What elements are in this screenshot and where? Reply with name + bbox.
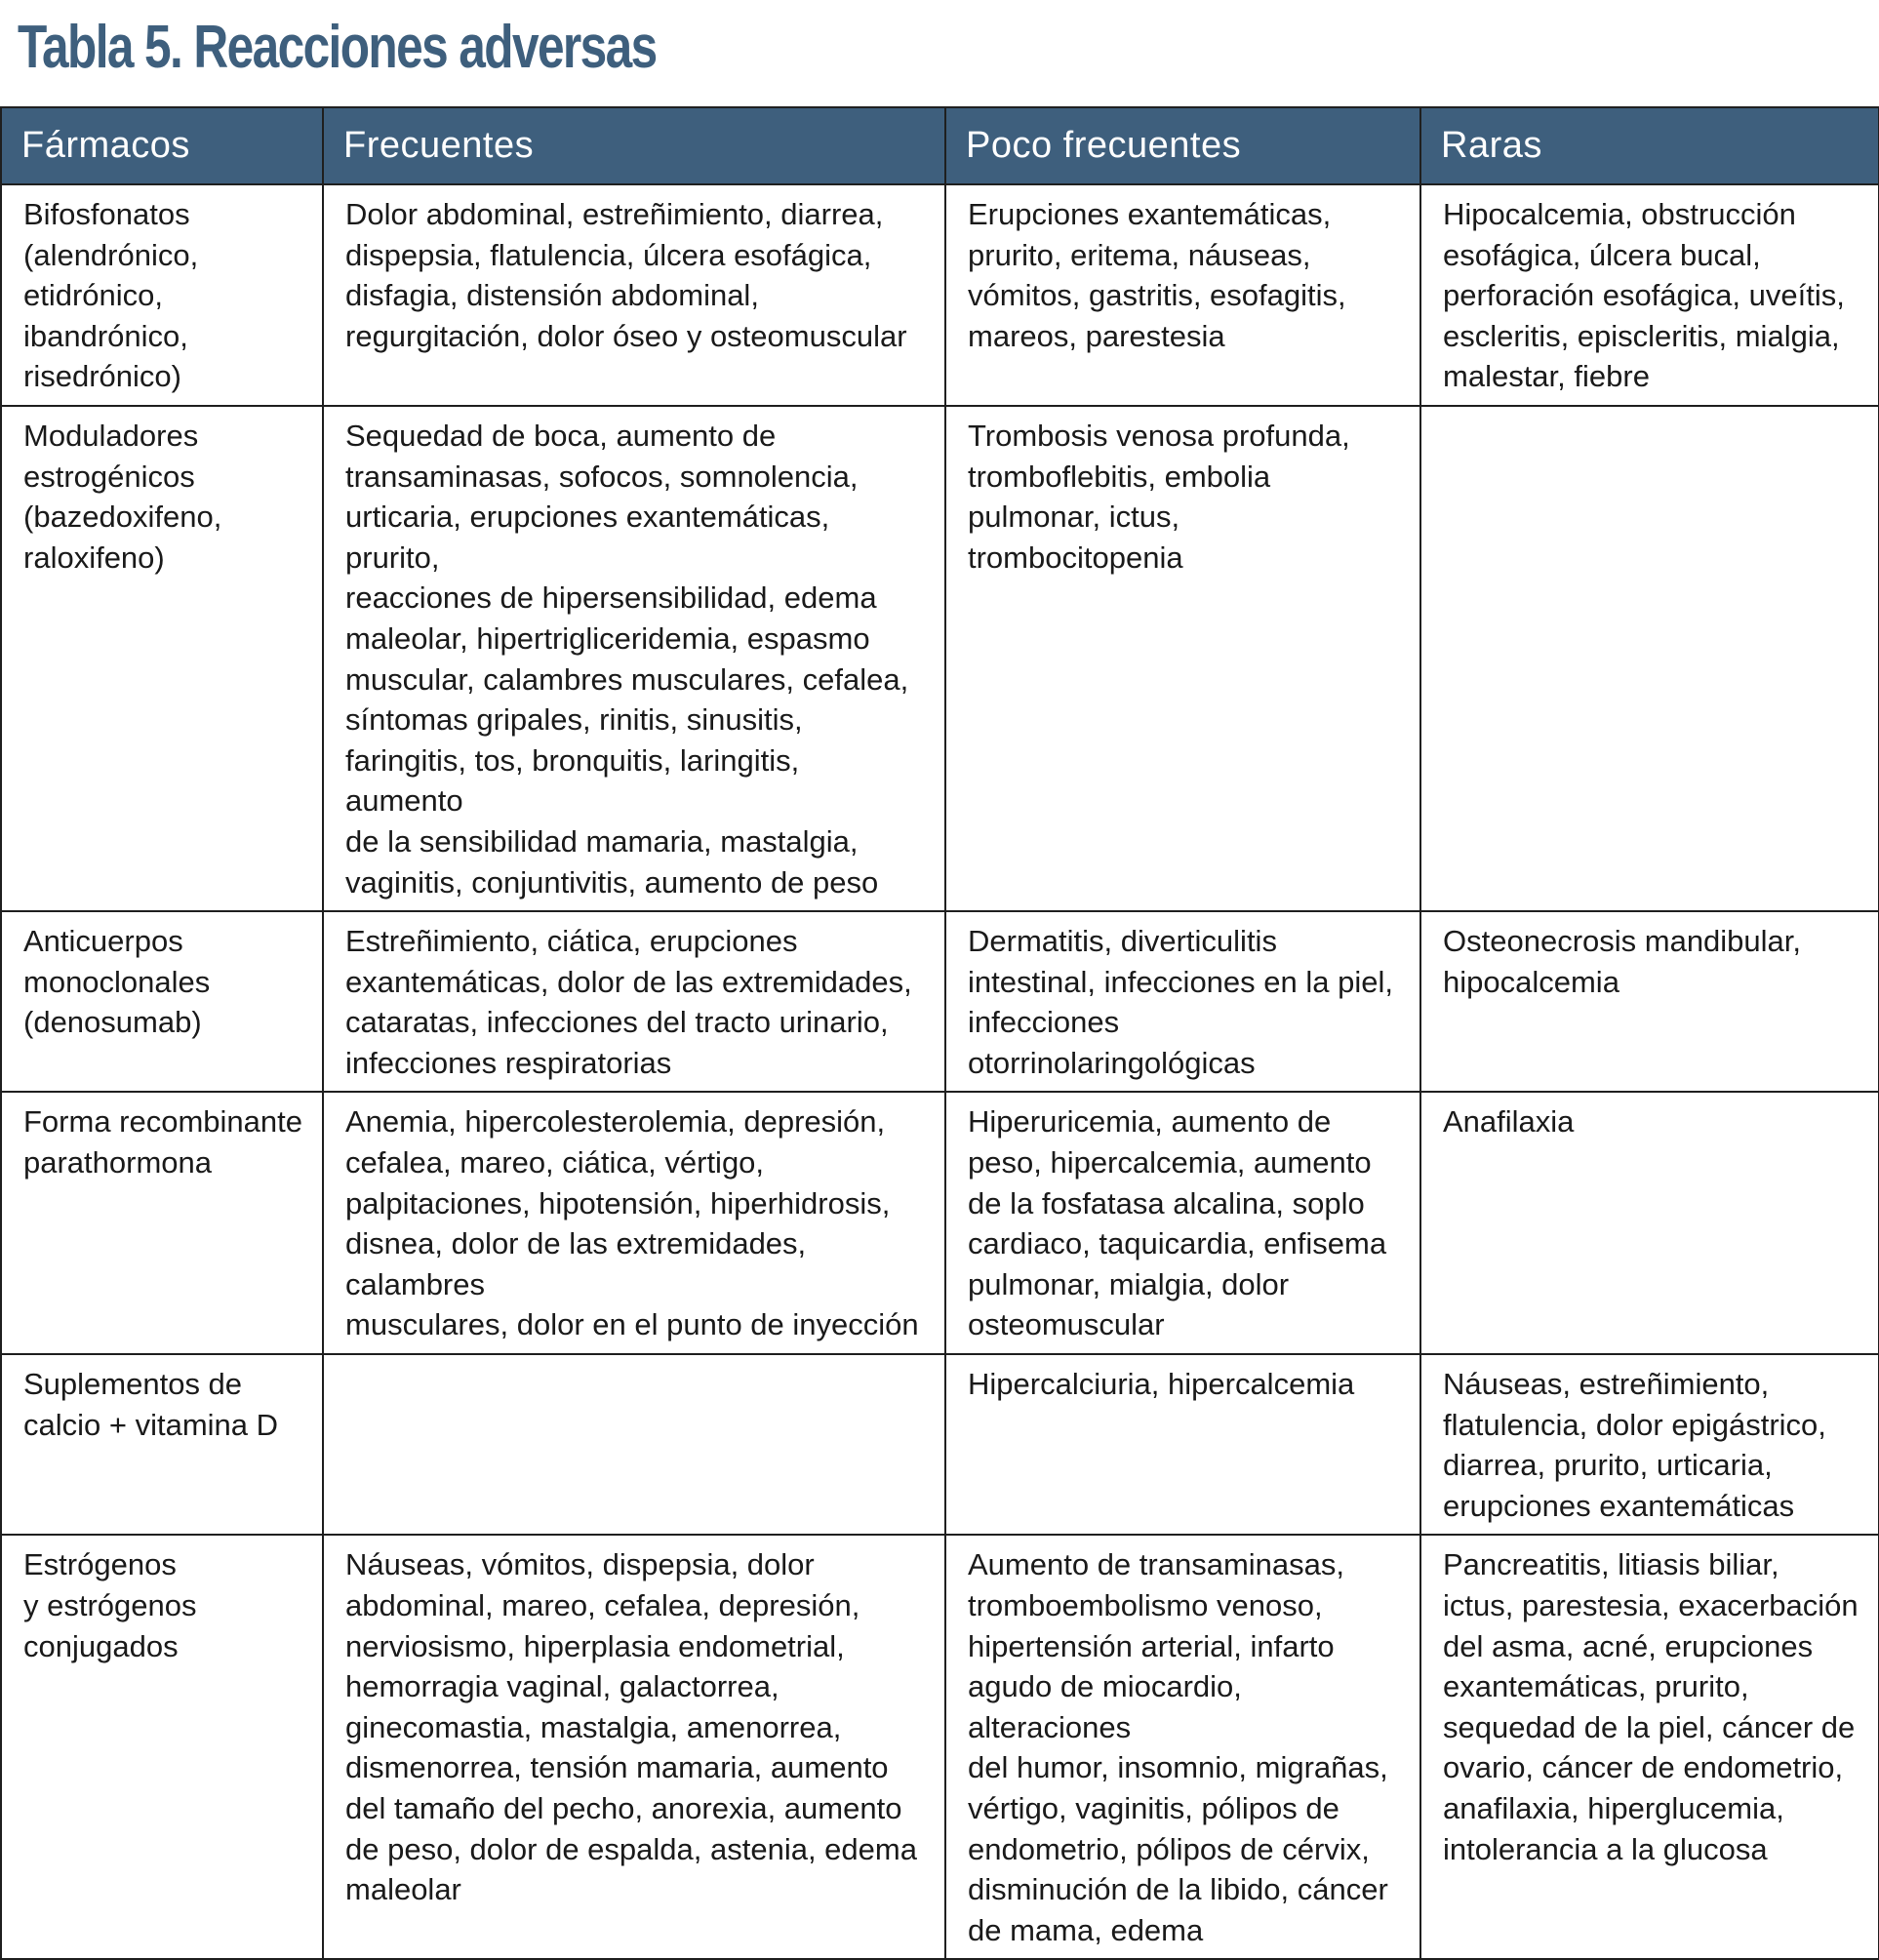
drug-cell [1, 1354, 323, 1535]
table-header [1, 107, 1879, 184]
infrequent-cell [945, 1535, 1420, 1959]
drug-cell [1, 184, 323, 406]
table-body [1, 184, 1879, 1959]
frequent-cell [323, 184, 945, 406]
rare-text: Anafilaxia [1443, 1104, 1575, 1140]
frequent-cell [323, 1354, 945, 1535]
infrequent-text: Erupciones exantemáticas, prurito, eritema, náuseas, vómitos, gastritis, esofagitis, mareos, parestesia [968, 197, 1346, 353]
frequent-cell [323, 911, 945, 1092]
header-farmacos: Fármacos [1, 107, 323, 184]
frequent-cell [323, 406, 945, 911]
table-row [1, 911, 1879, 1092]
rare-cell [1420, 1354, 1879, 1535]
rare-cell [1420, 406, 1879, 911]
drug-name: Anticuerpos monoclonales (denosumab) [23, 924, 211, 1040]
infrequent-text: Aumento de transaminasas, tromboembolismo venoso, hipertensión arterial, infarto agudo de miocardio, alteraciones del humor, insomnio, migrañas, vértigo, vaginitis, pólipos de endometrio, pólipos de cérvix, disminución de la libido, cáncer de mama, edema [968, 1547, 1388, 1947]
infrequent-text: Dermatitis, diverticulitis intestinal, infecciones en la piel, infecciones otorrinolaringológicas [968, 924, 1393, 1080]
frequent-text: Dolor abdominal, estreñimiento, diarrea, dispepsia, flatulencia, úlcera esofágica, disfagia, distensión abdominal, regurgitación, dolor óseo y osteomuscular [345, 197, 907, 353]
table-row [1, 1535, 1879, 1959]
drug-name: Suplementos de calcio + vitamina D [23, 1367, 279, 1442]
rare-text: Pancreatitis, litiasis biliar, ictus, parestesia, exacerbación del asma, acné, erupciones exantemáticas, prurito, sequedad de la piel, cáncer de ovario, cáncer de endometrio, anafilaxia, hiperglucemia, intolerancia a la glucosa [1443, 1547, 1859, 1866]
table-title: Tabla 5. Reacciones adversas [18, 14, 657, 81]
frequent-text: Estreñimiento, ciática, erupciones exantemáticas, dolor de las extremidades, cataratas, infecciones del tracto urinario, infecciones respiratorias [345, 924, 912, 1080]
header-row [1, 107, 1879, 184]
frequent-cell [323, 1535, 945, 1959]
infrequent-cell [945, 1092, 1420, 1354]
table-row [1, 406, 1879, 911]
adverse-reactions-table [0, 106, 1879, 1960]
rare-cell [1420, 911, 1879, 1092]
infrequent-cell [945, 184, 1420, 406]
infrequent-cell [945, 911, 1420, 1092]
infrequent-text: Trombosis venosa profunda, tromboflebitis, embolia pulmonar, ictus, trombocitopenia [968, 418, 1350, 575]
drug-cell [1, 406, 323, 911]
rare-cell [1420, 1535, 1879, 1959]
drug-cell [1, 1092, 323, 1354]
infrequent-cell [945, 406, 1420, 911]
table-row [1, 1354, 1879, 1535]
rare-text: Osteonecrosis mandibular, hipocalcemia [1443, 924, 1802, 999]
table-row [1, 184, 1879, 406]
drug-name: Bifosfonatos (alendrónico, etidrónico, ibandrónico, risedrónico) [23, 197, 199, 394]
drug-cell [1, 1535, 323, 1959]
frequent-text: Sequedad de boca, aumento de transaminasas, sofocos, somnolencia, urticaria, erupciones exantemáticas, prurito, reacciones de hipersensibilidad, edema maleolar, hipertrigliceridemia, espasmo muscular, calambres musculares, cefalea, síntomas gripales, rinitis, sinusitis, faringitis, tos, bronquitis, laringitis, aumento de la sensibilidad mamaria, mastalgia, vaginitis, conjuntivitis, aumento de peso [345, 418, 909, 900]
header-frecuentes: Frecuentes [323, 107, 945, 184]
rare-text: Hipocalcemia, obstrucción esofágica, úlcera bucal, perforación esofágica, uveítis, escleritis, episcleritis, mialgia, malestar, fiebre [1443, 197, 1845, 394]
frequent-text: Náuseas, vómitos, dispepsia, dolor abdominal, mareo, cefalea, depresión, nerviosismo, hiperplasia endometrial, hemorragia vaginal, galactorrea, ginecomastia, mastalgia, amenorrea, dismenorrea, tensión mamaria, aumento del tamaño del pecho, anorexia, aumento de peso, dolor de espalda, astenia, edema maleolar [345, 1547, 917, 1907]
drug-name: Estrógenos y estrógenos conjugados [23, 1547, 197, 1663]
infrequent-text: Hipercalciuria, hipercalcemia [968, 1367, 1355, 1402]
infrequent-cell [945, 1354, 1420, 1535]
rare-text: Náuseas, estreñimiento, flatulencia, dolor epigástrico, diarrea, prurito, urticaria, erupciones exantemáticas [1443, 1367, 1826, 1523]
infrequent-text: Hiperuricemia, aumento de peso, hipercalcemia, aumento de la fosfatasa alcalina, soplo cardiaco, taquicardia, enfisema pulmonar, mialgia, dolor osteomuscular [968, 1104, 1387, 1342]
frequent-cell [323, 1092, 945, 1354]
rare-cell [1420, 1092, 1879, 1354]
table-row [1, 1092, 1879, 1354]
header-raras: Raras [1420, 107, 1879, 184]
drug-name: Forma recombinante parathormona [23, 1104, 303, 1180]
rare-cell [1420, 184, 1879, 406]
drug-cell [1, 911, 323, 1092]
frequent-text: Anemia, hipercolesterolemia, depresión, cefalea, mareo, ciática, vértigo, palpitaciones, hipotensión, hiperhidrosis, disnea, dolor de las extremidades, calambres musculares, dolor en el punto de inyección [345, 1104, 919, 1342]
header-poco-frecuentes: Poco frecuentes [945, 107, 1420, 184]
drug-name: Moduladores estrogénicos (bazedoxifeno, raloxifeno) [23, 418, 222, 575]
